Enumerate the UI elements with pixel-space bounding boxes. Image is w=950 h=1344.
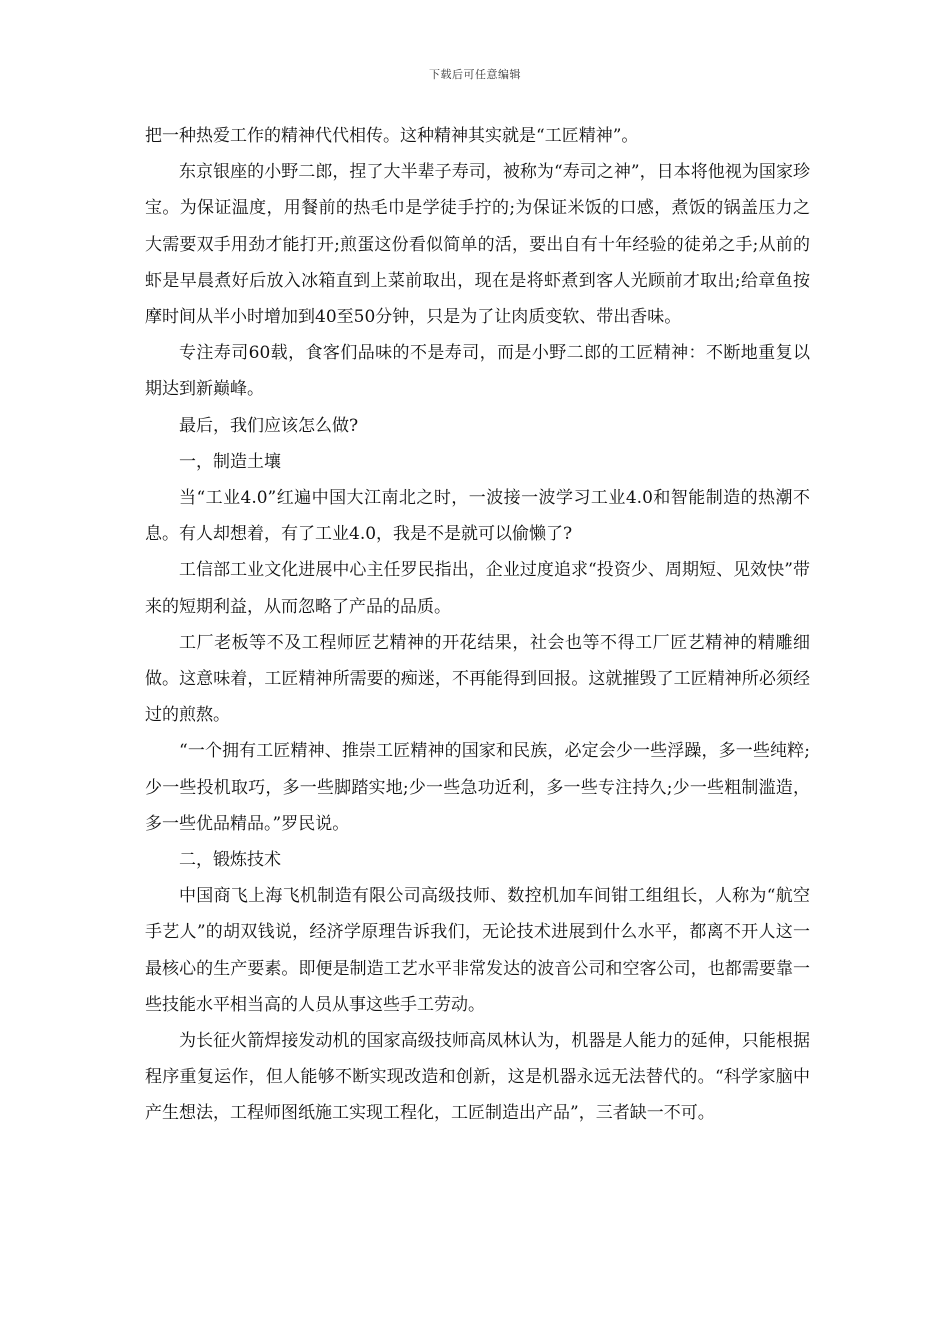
document-body (145, 118, 810, 1132)
paragraph: 把一种热爱工作的精神代代相传。这种精神其实就是“工匠精神”。 (145, 126, 639, 146)
quote-paragraph: “一个拥有工匠精神、推崇工匠精神的国家和民族，必定会少一些浮躁，多一些纯粹;少一些投机取巧，多一些脚踏实地;少一些急功近利，多一些专注持久;少一些粗制滥造，多一些优品精品。”罗民说。 (145, 741, 810, 834)
section-heading: 一，制造土壤 (179, 451, 281, 472)
paragraph: 东京银座的小野二郎，捏了大半辈子寿司，被称为“寿司之神”，日本将他视为国家珍宝。为保证温度，用餐前的热毛巾是学徒手拧的;为保证米饭的口感，煮饭的锅盖压力之大需要双手用劲才能打开;煎蛋这份看似简单的活，要出自有十年经验的徒弟之手;从前的虾是早晨煮好后放入冰箱直到上菜前取出，现在是将虾煮到客人光顾前才取出;给章鱼按摩时间从半小时增加到40至50分钟，只是为了让肉质变软、带出香味。 (145, 162, 810, 328)
paragraph: 为长征火箭焊接发动机的国家高级技师高凤林认为，机器是人能力的延伸，只能根据程序重复运作，但人能够不断实现改造和创新，这是机器永远无法替代的。“科学家脑中产生想法，工程师图纸施工实现工程化，工匠制造出产品”，三者缺一不可。 (145, 1031, 810, 1124)
paragraph: 中国商飞上海飞机制造有限公司高级技师、数控机加车间钳工组组长，人称为“航空手艺人”的胡双钱说，经济学原理告诉我们，无论技术进展到什么水平，都离不开人这一最核心的生产要素。即便是制造工艺水平非常发达的波音公司和空客公司，也都需要靠一些技能水平相当高的人员从事这些手工劳动。 (145, 886, 810, 1015)
paragraph: 当“工业4.0”红遍中国大江南北之时，一波接一波学习工业4.0和智能制造的热潮不息。有人却想着，有了工业4.0，我是不是就可以偷懒了? (145, 488, 810, 545)
paragraph: 工厂老板等不及工程师匠艺精神的开花结果，社会也等不得工厂匠艺精神的精雕细做。这意味着，工匠精神所需要的痴迷，不再能得到回报。这就摧毁了工匠精神所必须经过的煎熬。 (145, 632, 810, 726)
section-heading: 二，锻炼技术 (179, 850, 281, 871)
paragraph: 专注寿司60载，食客们品味的不是寿司，而是小野二郎的工匠精神：不断地重复以期达到新巅峰。 (145, 343, 810, 400)
page-header: 下载后可任意编辑 (429, 68, 521, 81)
paragraph: 工信部工业文化进展中心主任罗民指出，企业过度追求“投资少、周期短、见效快”带来的短期利益，从而忽略了产品的品质。 (145, 560, 810, 617)
paragraph: 最后，我们应该怎么做? (179, 415, 359, 436)
